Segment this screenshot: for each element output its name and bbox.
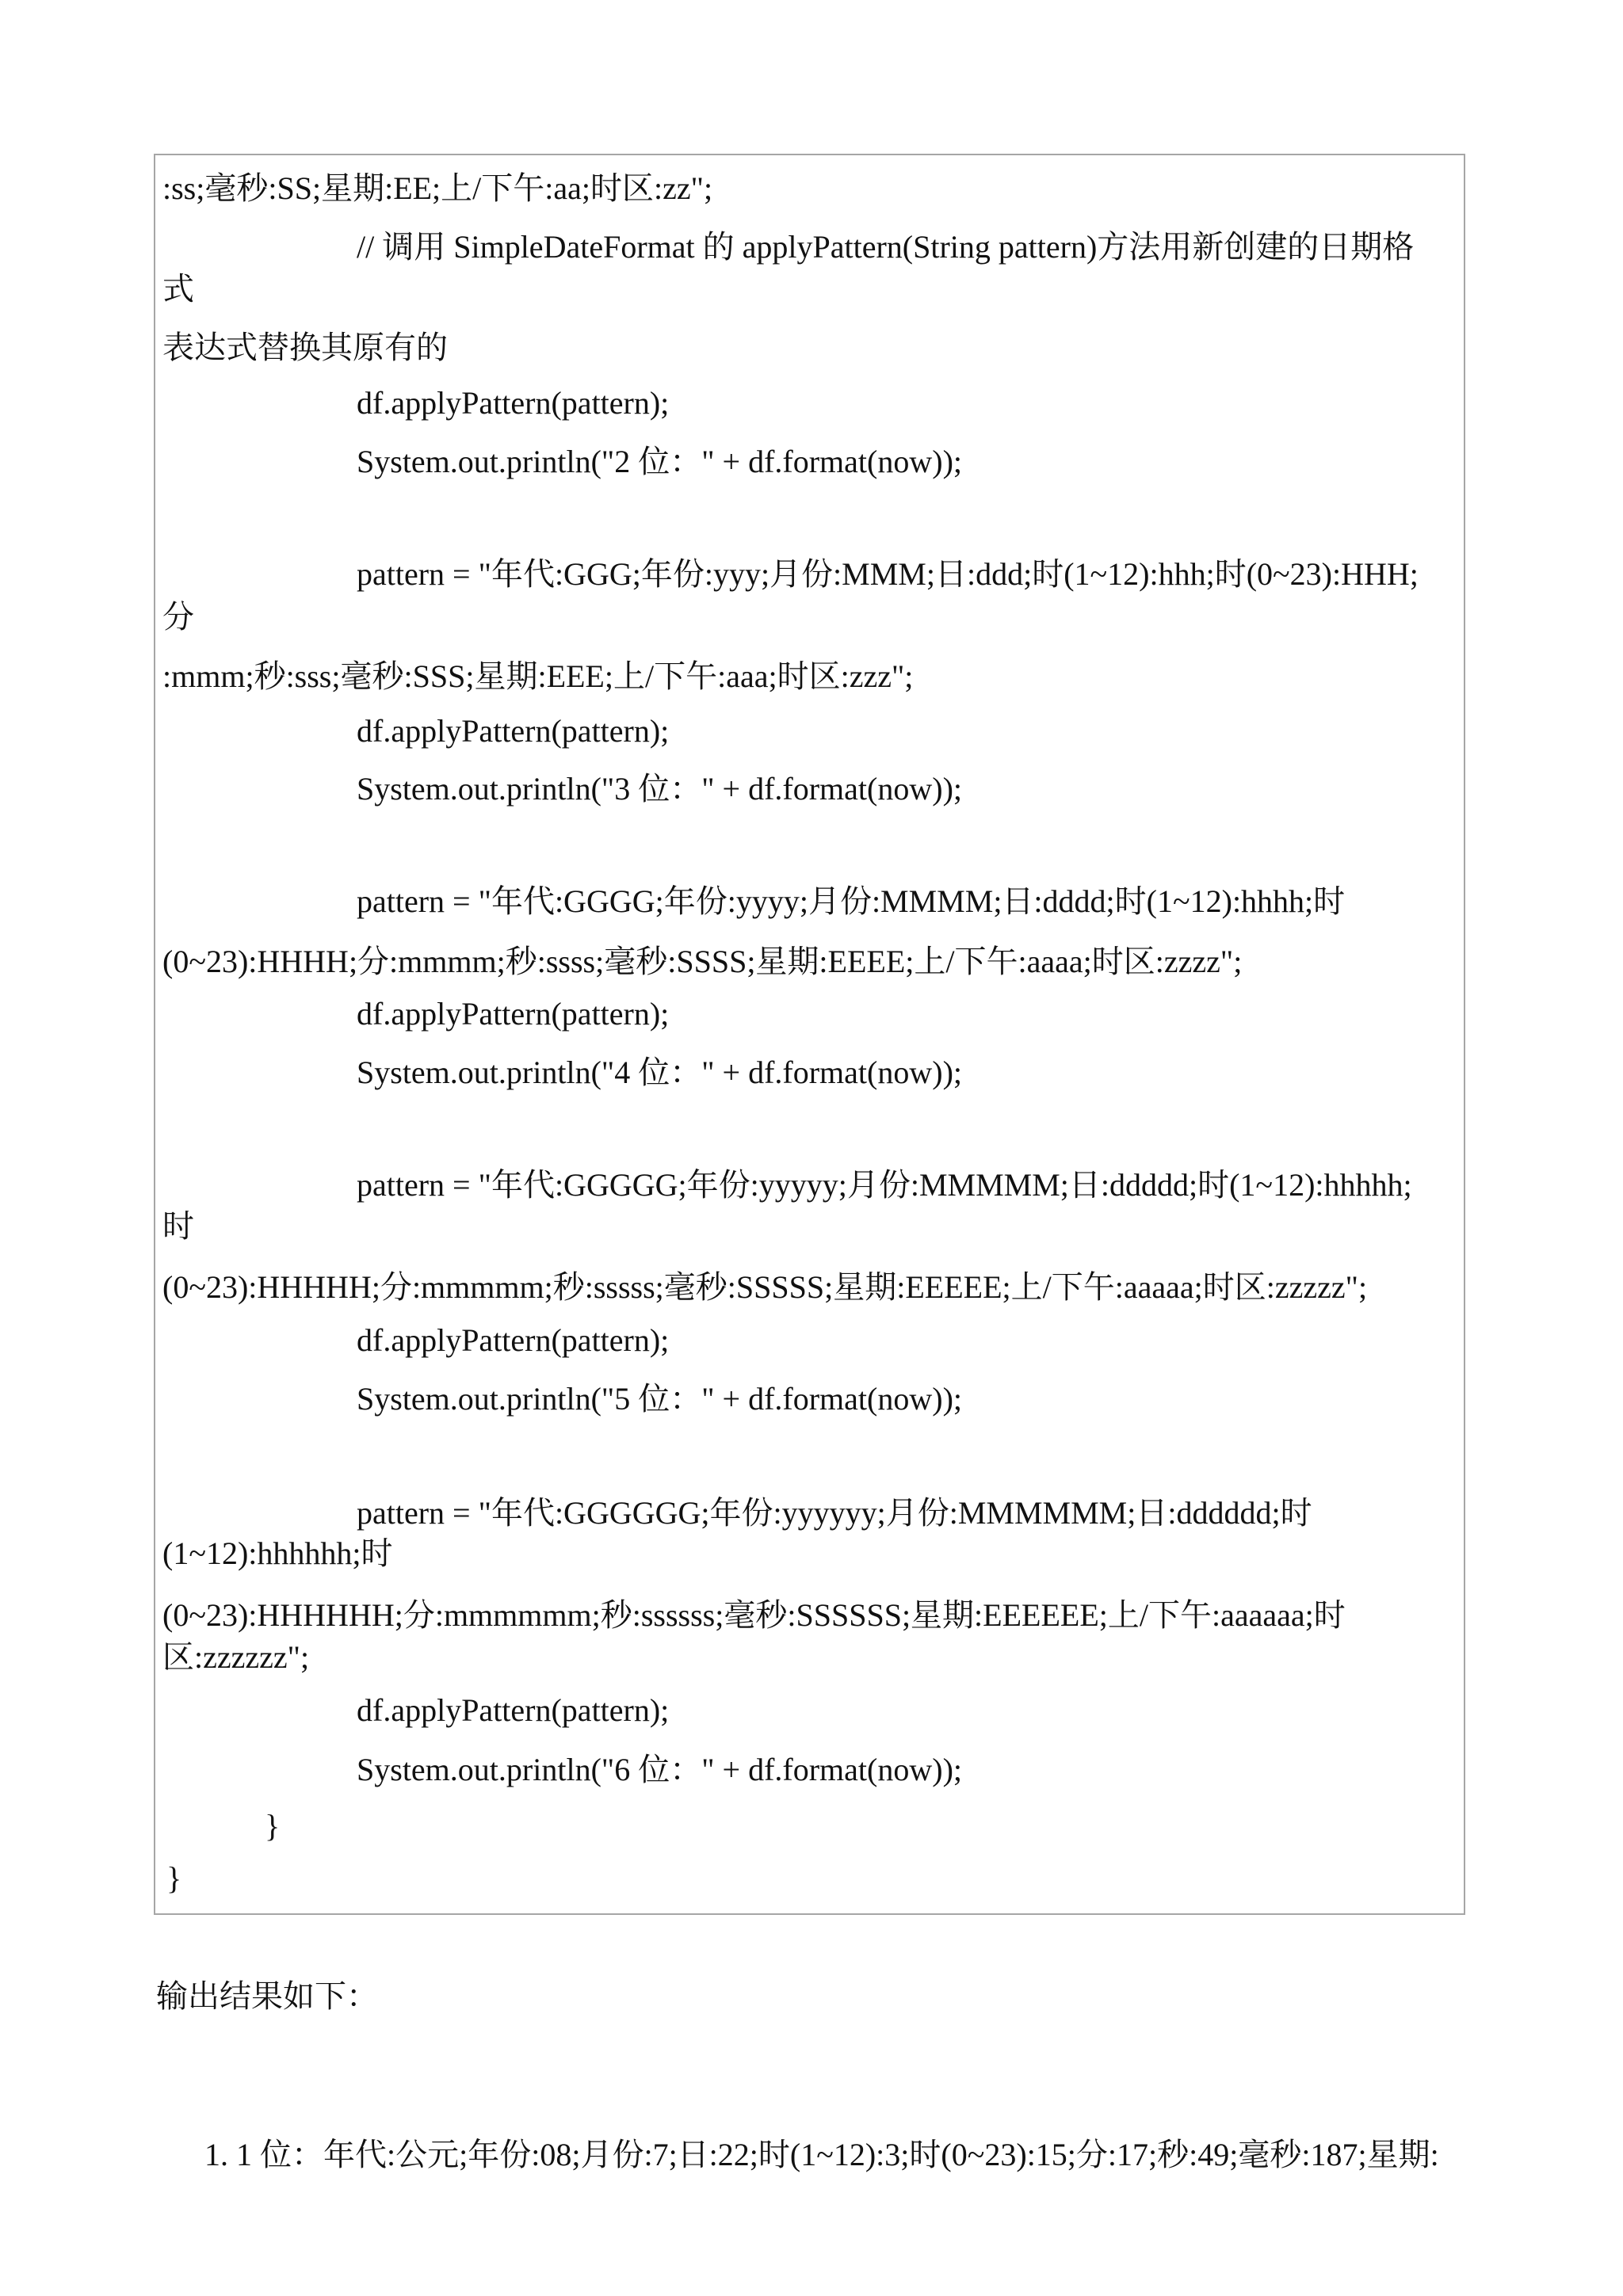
code-line: pattern = "年代:GGGGG;年份:yyyyy;月份:MMMMM;日:ddddd;时(1~12):hhhhh; (357, 1167, 1412, 1203)
code-line: (0~23):HHHHH;分:mmmmm;秒:sssss;毫秒:SSSSS;星期:EEEEE;上/下午:aaaaa;时区:zzzzz"; (162, 1269, 1368, 1305)
code-box (154, 154, 1465, 1915)
code-line: df.applyPattern(pattern); (357, 996, 670, 1032)
code-line: 表达式替换其原有的 (162, 330, 448, 365)
closing-brace: } (265, 1808, 281, 1844)
code-line: (0~23):HHHH;分:mmmm;秒:ssss;毫秒:SSSS;星期:EEEE;上/下午:aaaa;时区:zzzz"; (162, 944, 1243, 979)
code-line: System.out.println("5 位：" + df.format(now)); (357, 1381, 963, 1417)
code-line: df.applyPattern(pattern); (357, 1692, 670, 1728)
code-line: (1~12):hhhhhh;时 (162, 1535, 393, 1571)
code-line: System.out.println("2 位：" + df.format(now)); (357, 444, 963, 479)
code-line: 式 (162, 271, 194, 307)
closing-brace: } (166, 1860, 182, 1896)
code-line: df.applyPattern(pattern); (357, 385, 670, 421)
code-line: :ss;毫秒:SS;星期:EE;上/下午:aa;时区:zz"; (162, 170, 713, 206)
code-line: 时 (162, 1208, 194, 1244)
code-line: :mmm;秒:sss;毫秒:SSS;星期:EEE;上/下午:aaa;时区:zzz"; (162, 658, 914, 694)
code-line: pattern = "年代:GGGG;年份:yyyy;月份:MMMM;日:dddd;时(1~12):hhhh;时 (357, 883, 1346, 919)
code-line: pattern = "年代:GGGGGG;年份:yyyyyy;月份:MMMMMM;日:dddddd;时 (357, 1495, 1312, 1531)
code-line: 区:zzzzzz"; (162, 1639, 310, 1675)
output-heading: 输出结果如下： (156, 1978, 378, 2014)
code-line: System.out.println("6 位：" + df.format(now)); (357, 1752, 963, 1787)
code-line: System.out.println("3 位：" + df.format(now)); (357, 771, 963, 807)
code-line: 分 (162, 599, 194, 635)
code-line: df.applyPattern(pattern); (357, 713, 670, 749)
code-line: System.out.println("4 位：" + df.format(now)); (357, 1055, 963, 1090)
output-list-item: 1. 1 位：年代:公元;年份:08;月份:7;日:22;时(1~12):3;时(0~23):15;分:17;秒:49;毫秒:187;星期: (204, 2137, 1439, 2172)
code-line: df.applyPattern(pattern); (357, 1322, 670, 1358)
code-comment-line: // 调用 SimpleDateFormat 的 applyPattern(String pattern)方法用新创建的日期格 (357, 229, 1415, 265)
code-line: pattern = "年代:GGG;年份:yyy;月份:MMM;日:ddd;时(1~12):hhh;时(0~23):HHH; (357, 556, 1419, 592)
code-line: (0~23):HHHHHH;分:mmmmmm;秒:ssssss;毫秒:SSSSSS;星期:EEEEEE;上/下午:aaaaaa;时 (162, 1597, 1346, 1633)
